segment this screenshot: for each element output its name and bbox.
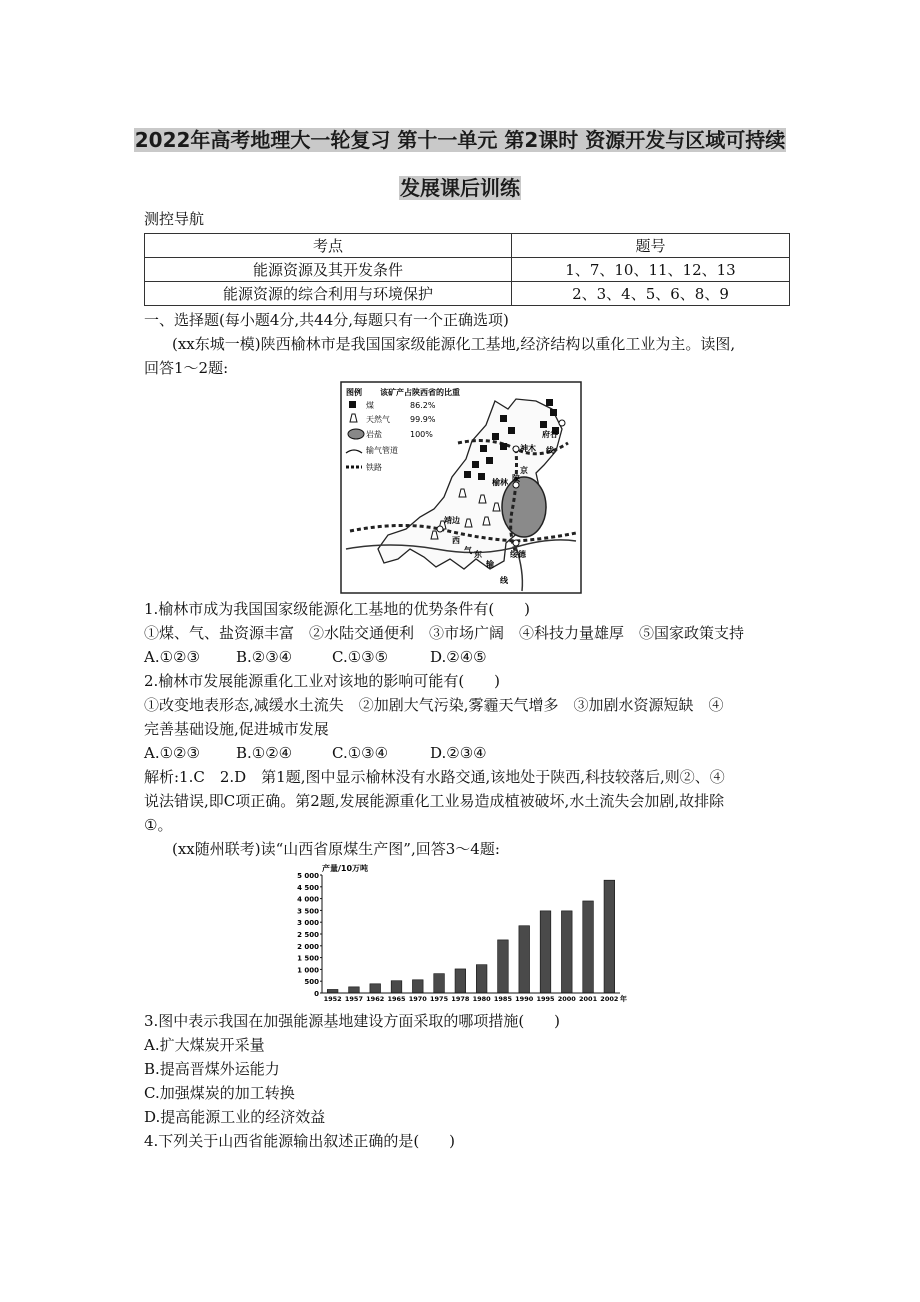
intro-text: 回答1～2题: [144, 359, 229, 377]
x-tick-label: 1962 [366, 995, 385, 1003]
legend-label: 岩盐 [366, 430, 382, 439]
question-3-stem: 3.图中表示我国在加强能源基地建设方面采取的哪项措施( ) [144, 1012, 561, 1030]
y-tick-label: 5 000 [297, 872, 319, 880]
chart-bar [412, 980, 423, 993]
document-title-line-1: 2022年高考地理大一轮复习 第十一单元 第2课时 资源开发与区域可持续 [134, 128, 786, 152]
place-label: 京 [520, 466, 528, 475]
option-c: C.①③④ [332, 744, 389, 762]
option-a: A.①②③ [144, 744, 200, 762]
coal-symbol [349, 401, 356, 408]
chart-bar [476, 965, 487, 993]
y-tick-label: 0 [314, 990, 319, 998]
y-tick-label: 2 500 [297, 931, 319, 939]
x-tick-label: 1980 [472, 995, 491, 1003]
y-tick-label: 4 000 [297, 895, 319, 904]
y-tick-label: 1 000 [297, 966, 319, 975]
legend-value: 99.9% [410, 415, 436, 424]
analysis-text: 解析:1.C 2.D 第1题,图中显示榆林没有水路交通,该地处于陕西,科技较落后,则②、④ [144, 768, 725, 786]
analysis-text: ①。 [144, 816, 173, 834]
place-label: 东 [474, 550, 482, 559]
chart-bar [561, 911, 572, 993]
analysis-text: 说法错误,即C项正确。第2题,发展能源重化工业易造成植被破坏,水土流失会加剧,故排除 [144, 792, 725, 810]
x-tick-label: 1965 [387, 995, 406, 1003]
x-tick-label: 1957 [344, 995, 363, 1003]
place-label: 神木 [520, 444, 536, 453]
city-marker [559, 420, 565, 426]
option-d: D.②④⑤ [430, 648, 487, 666]
option-c: C.加强煤炭的加工转换 [144, 1084, 295, 1102]
place-label: 绥德 [510, 550, 526, 559]
map-legend-header: 该矿产占陕西省的比重 [380, 388, 460, 397]
table-cell: 能源资源的综合利用与环境保护 [145, 282, 512, 306]
table-header-row [145, 234, 790, 258]
x-tick-label: 1995 [536, 995, 555, 1003]
y-tick-label: 1 500 [297, 954, 319, 963]
place-label: 线 [500, 576, 508, 585]
map-legend-title: 图例 [346, 388, 362, 397]
place-label: 靖边 [444, 516, 460, 525]
intro-text: (xx随州联考)读“山西省原煤生产图”,回答3～4题: [172, 840, 500, 858]
y-tick-label: 500 [304, 978, 319, 987]
x-tick-label: 1952 [323, 995, 342, 1003]
chart-bar [327, 989, 338, 993]
y-tick-label: 3 500 [297, 907, 319, 916]
chart-x-label: 年 [620, 995, 627, 1003]
chart-bar [498, 940, 509, 993]
y-tick-label: 4 500 [297, 883, 319, 892]
y-tick-label: 2 000 [297, 942, 319, 951]
rock-salt-symbol [348, 429, 364, 439]
chart-bar [434, 974, 445, 993]
table-row [145, 282, 790, 306]
x-tick-label: 1978 [451, 995, 470, 1003]
place-label: 陕 [512, 474, 520, 483]
city-marker [513, 446, 519, 452]
x-tick-label: 2001 [579, 995, 598, 1003]
table-cell: 2、3、4、5、6、8、9 [512, 282, 790, 306]
question-2-items: 完善基础设施,促进城市发展 [144, 720, 329, 738]
table-cell: 能源资源及其开发条件 [145, 258, 512, 282]
option-d: D.提高能源工业的经济效益 [144, 1108, 326, 1126]
y-tick-label: 3 000 [297, 919, 319, 928]
option-b: B.提高晋煤外运能力 [144, 1060, 280, 1078]
place-label: 气 [464, 546, 472, 555]
chart-y-label: 产量/10万吨 [322, 864, 369, 873]
chart-bar [391, 981, 402, 993]
x-tick-label: 2002 [600, 995, 619, 1003]
option-b: B.①②④ [236, 744, 293, 762]
question-1-stem: 1.榆林市成为我国国家级能源化工基地的优势条件有( ) [144, 600, 531, 618]
table-header-cell: 题号 [512, 234, 790, 258]
legend-label: 输气管道 [366, 446, 398, 455]
city-marker [437, 526, 443, 532]
x-tick-label: 1985 [493, 995, 512, 1003]
x-tick-label: 1975 [430, 995, 449, 1003]
chart-bar [540, 911, 551, 993]
chart-bar [604, 880, 615, 993]
chart-bar [455, 969, 466, 993]
table-row [145, 258, 790, 282]
nav-table [144, 233, 790, 306]
option-a: A.①②③ [144, 648, 200, 666]
question-4-stem: 4.下列关于山西省能源输出叙述正确的是( ) [144, 1132, 456, 1150]
table-header-cell: 考点 [145, 234, 512, 258]
question-2-items: ①改变地表形态,减缓水土流失 ②加剧大气污染,雾霾天气增多 ③加剧水资源短缺 ④ [144, 696, 724, 714]
legend-value: 100% [410, 430, 433, 439]
x-tick-label: 1970 [408, 995, 427, 1003]
place-label: 西 [452, 536, 460, 545]
option-d: D.②③④ [430, 744, 487, 762]
coal-production-chart [286, 861, 636, 1003]
legend-label: 煤 [366, 401, 374, 410]
option-c: C.①③⑤ [332, 648, 389, 666]
place-label: 输 [486, 560, 494, 569]
intro-text: (xx东城一模)陕西榆林市是我国国家级能源化工基地,经济结构以重化工业为主。读图, [172, 335, 736, 353]
chart-bar [370, 984, 381, 993]
question-1-items: ①煤、气、盐资源丰富 ②水陆交通便利 ③市场广阔 ④科技力量雄厚 ⑤国家政策支持 [144, 624, 745, 642]
section-heading: 一、选择题(每小题4分,共44分,每题只有一个正确选项) [144, 311, 509, 329]
chart-bar [519, 926, 530, 993]
legend-label: 天然气 [366, 415, 390, 424]
chart-bar [349, 987, 360, 993]
nav-heading: 测控导航 [144, 210, 205, 228]
yulin-map [340, 381, 582, 594]
option-b: B.②③④ [236, 648, 293, 666]
place-label: 府谷 [542, 430, 558, 439]
document-title-line-2: 发展课后训练 [400, 176, 520, 200]
x-tick-label: 2000 [557, 995, 576, 1003]
option-a: A.扩大煤炭开采量 [144, 1036, 265, 1054]
rock-salt-area [502, 477, 546, 537]
place-label: 线 [546, 446, 554, 455]
city-marker [513, 540, 519, 546]
table-cell: 1、7、10、11、12、13 [512, 258, 790, 282]
legend-label: 铁路 [366, 463, 382, 472]
question-2-stem: 2.榆林市发展能源重化工业对该地的影响可能有( ) [144, 672, 501, 690]
place-label: 榆林 [492, 478, 508, 487]
x-tick-label: 1990 [515, 995, 534, 1003]
legend-value: 86.2% [410, 401, 436, 410]
chart-bar [583, 901, 594, 993]
